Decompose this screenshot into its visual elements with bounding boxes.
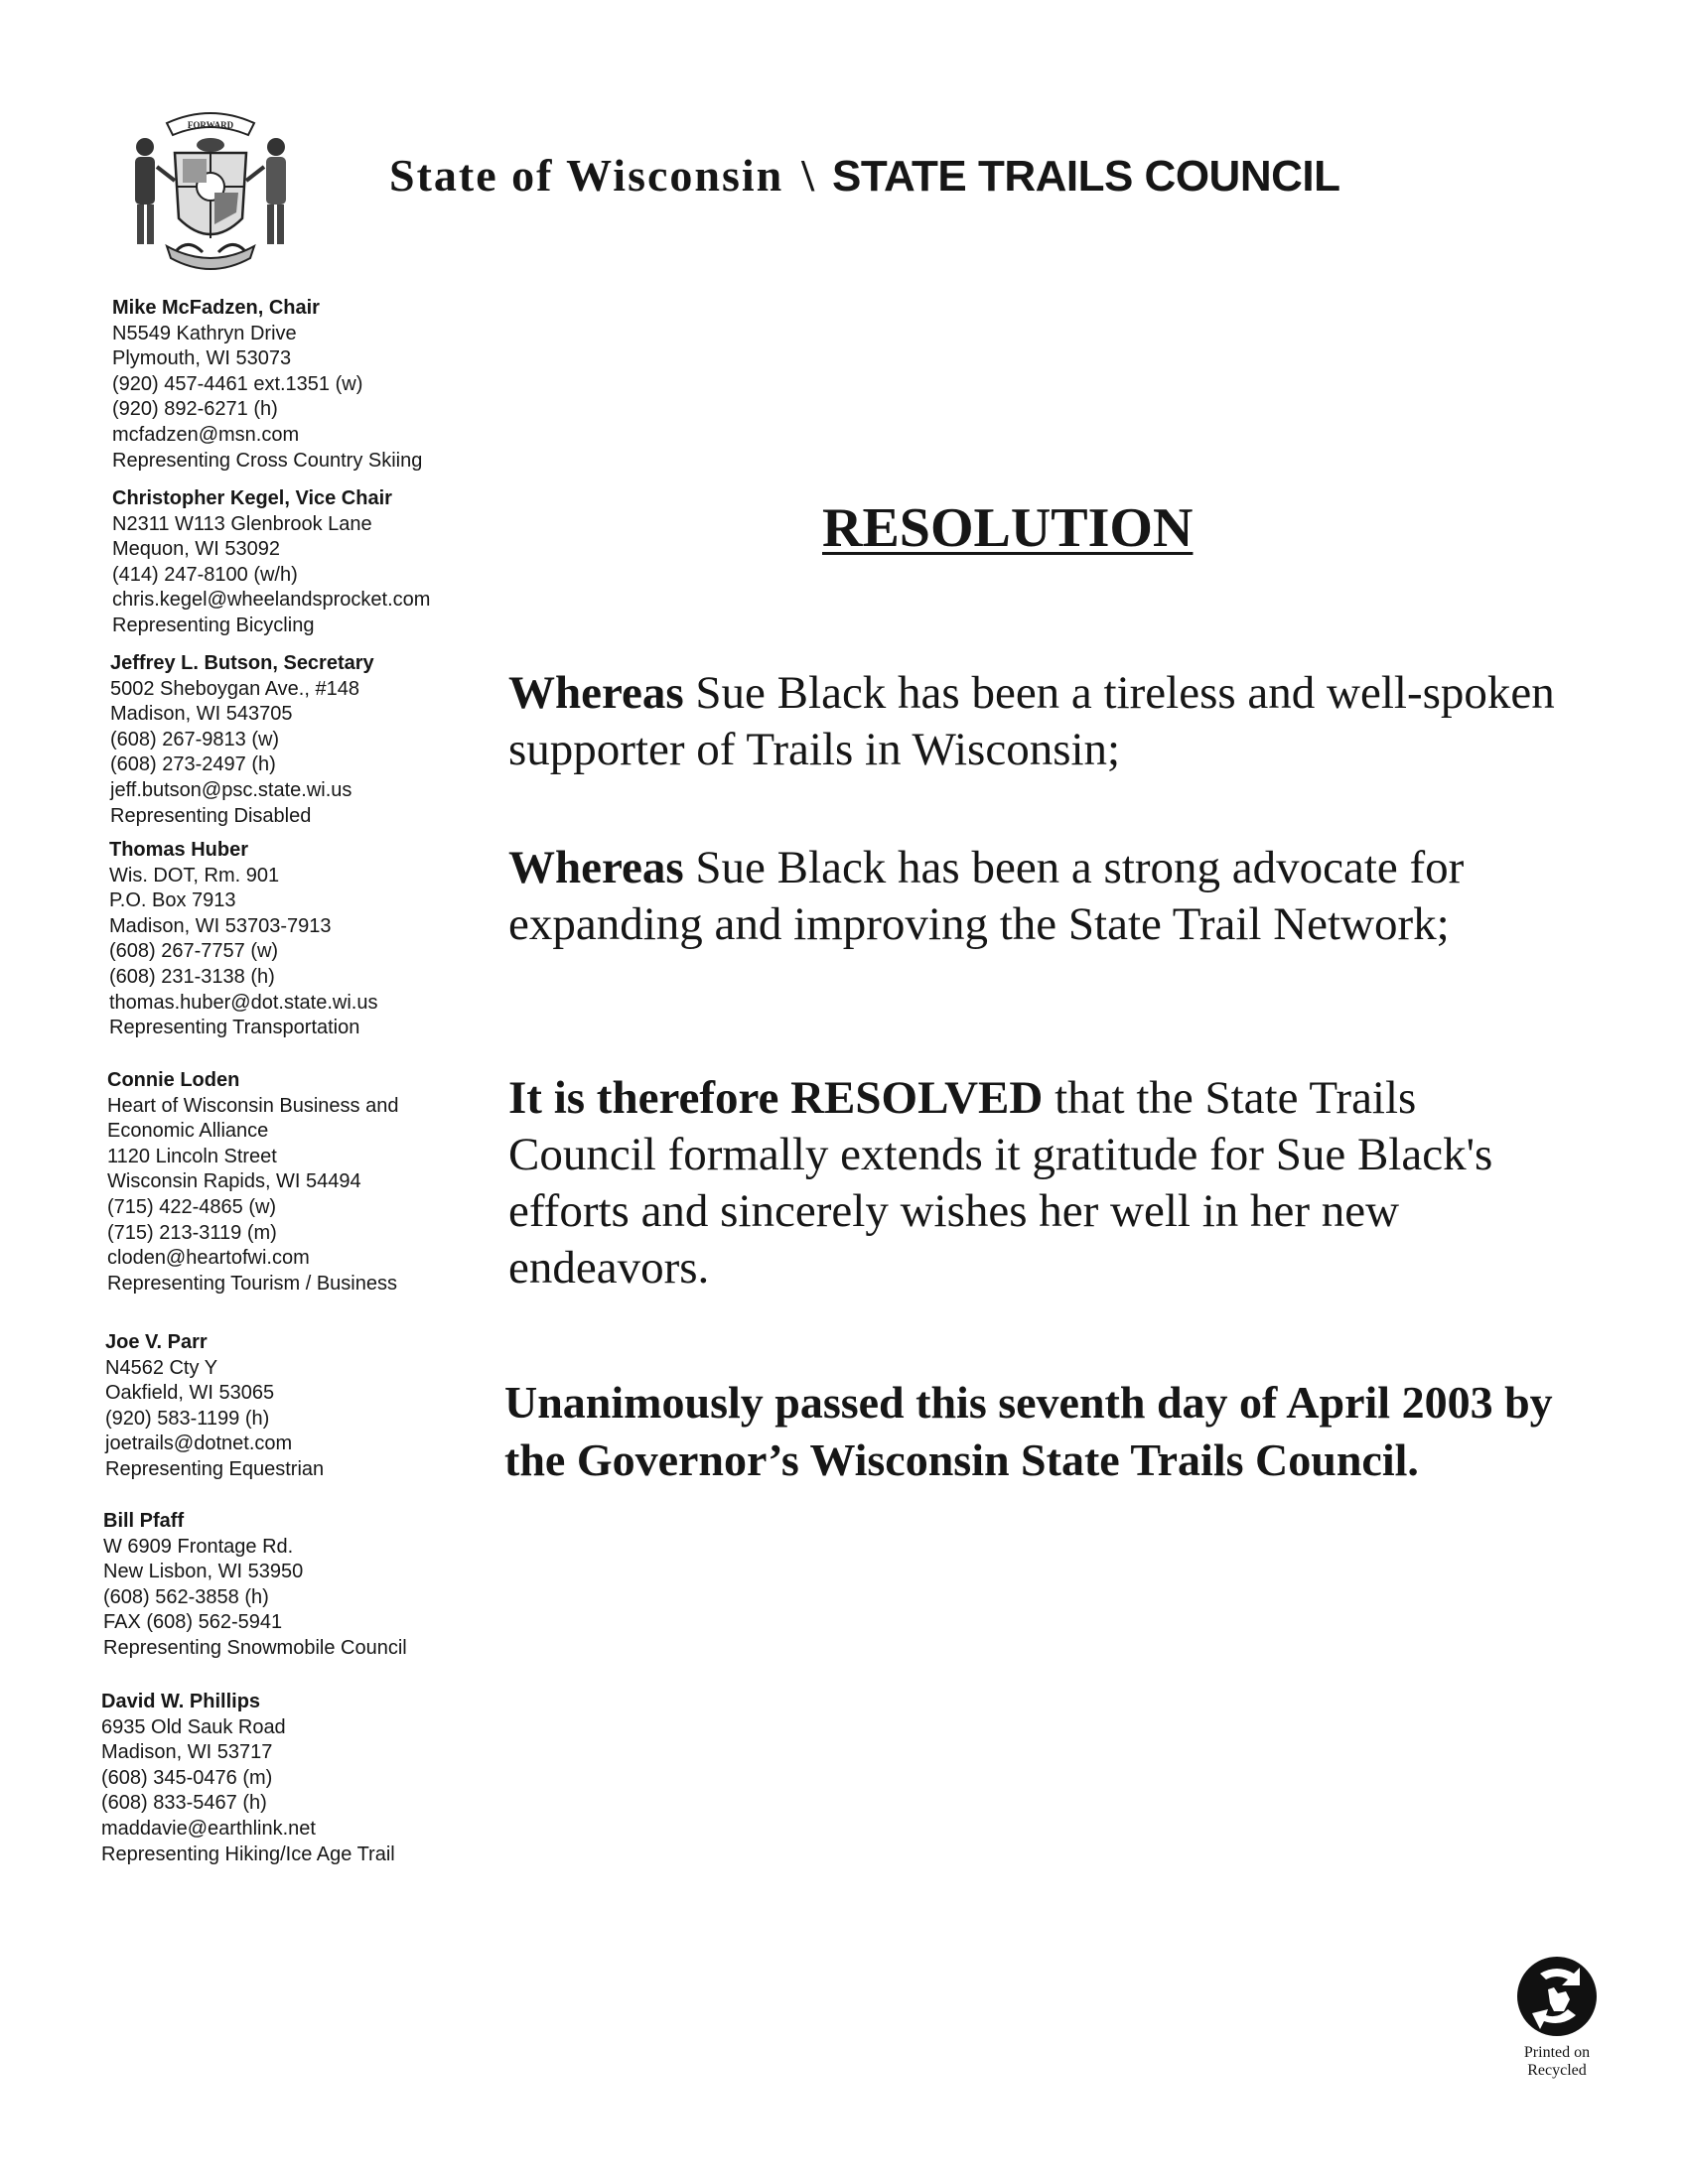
member-line: FAX (608) 562-5941 <box>103 1611 283 1634</box>
member-line: Economic Alliance <box>107 1120 269 1143</box>
member-name: Bill Pfaff <box>103 1510 185 1532</box>
member-email: jeff.butson@psc.state.wi.us <box>110 778 352 801</box>
member-block <box>101 1690 395 1867</box>
member-name: Jeffrey L. Butson, Secretary <box>110 652 374 674</box>
member-email: chris.kegel@wheelandsprocket.com <box>112 589 431 612</box>
member-email: cloden@heartofwi.com <box>107 1247 310 1270</box>
member-email: maddavie@earthlink.net <box>101 1817 316 1840</box>
member-line: Madison, WI 53703-7913 <box>109 914 332 937</box>
resolved-paragraph <box>508 1070 1561 1297</box>
member-line: (608) 267-7757 (w) <box>109 940 279 963</box>
member-line: 1120 Lincoln Street <box>107 1145 277 1167</box>
member-block <box>112 486 430 639</box>
member-line: Representing Disabled <box>110 804 312 827</box>
whereas-paragraph-1 <box>508 665 1561 778</box>
member-line: N4562 Cty Y <box>105 1356 218 1379</box>
member-line: (920) 583-1199 (h) <box>105 1407 270 1430</box>
member-email: joetrails@dotnet.com <box>105 1433 293 1455</box>
recycle-icon <box>1514 1954 1600 2039</box>
member-line: Representing Hiking/Ice Age Trail <box>101 1843 395 1865</box>
member-block <box>112 296 422 474</box>
member-name: Thomas Huber <box>109 839 249 861</box>
paragraph-text: Sue Black has been a tireless and well-spoken supporter of Trails in Wisconsin; <box>508 667 1555 775</box>
state-name: State of Wisconsin <box>389 150 784 201</box>
paragraph-lead: It is therefore RESOLVED <box>508 1072 1044 1124</box>
member-line: Madison, WI 53717 <box>101 1741 273 1764</box>
recycled-text-1: Printed on <box>1523 2044 1591 2061</box>
member-line: Representing Snowmobile Council <box>103 1636 407 1659</box>
member-name: Mike McFadzen, Chair <box>112 297 320 319</box>
member-line: (920) 457-4461 ext.1351 (w) <box>112 372 363 395</box>
resolution-title: RESOLUTION <box>822 497 1194 559</box>
member-line: Heart of Wisconsin Business and <box>107 1094 399 1117</box>
member-block <box>107 1068 398 1297</box>
member-line: Madison, WI 543705 <box>110 703 293 726</box>
member-name: Christopher Kegel, Vice Chair <box>112 487 392 509</box>
member-line: (715) 422-4865 (w) <box>107 1195 277 1218</box>
passage-statement: Unanimously passed this seventh day of April 2003 by the Governor’s Wisconsin State Trails Council. <box>504 1377 1553 1485</box>
member-line: Representing Cross Country Skiing <box>112 449 423 472</box>
member-block <box>105 1330 324 1483</box>
member-line: P.O. Box 7913 <box>109 889 236 912</box>
member-name: David W. Phillips <box>101 1691 261 1712</box>
member-line: (414) 247-8100 (w/h) <box>112 563 298 586</box>
member-block <box>109 838 377 1041</box>
member-line: N2311 W113 Glenbrook Lane <box>112 512 372 535</box>
member-line: 5002 Sheboygan Ave., #148 <box>110 677 359 700</box>
member-line: (608) 273-2497 (h) <box>110 753 276 776</box>
member-line: 6935 Old Sauk Road <box>101 1715 286 1738</box>
member-name: Joe V. Parr <box>105 1331 208 1353</box>
member-name: Connie Loden <box>107 1069 240 1091</box>
paragraph-text: that the State Trails Council formally extends it gratitude for Sue Black's efforts and sincerely wishes her well in her new endeavors. <box>508 1072 1493 1294</box>
member-line: Representing Bicycling <box>112 614 315 636</box>
member-line: Wisconsin Rapids, WI 54494 <box>107 1170 361 1193</box>
letterhead <box>389 149 1339 202</box>
paragraph-lead: Whereas <box>508 842 684 893</box>
member-line: (608) 833-5467 (h) <box>101 1792 267 1815</box>
member-email: thomas.huber@dot.state.wi.us <box>109 991 378 1014</box>
member-line: Representing Transportation <box>109 1017 360 1039</box>
member-line: Mequon, WI 53092 <box>112 538 280 561</box>
header-separator: \ <box>801 150 815 201</box>
state-seal <box>117 101 304 288</box>
member-line: (715) 213-3119 (m) <box>107 1221 277 1244</box>
member-line: (608) 562-3858 (h) <box>103 1585 269 1608</box>
paragraph-lead: Whereas <box>508 667 684 719</box>
member-line: Representing Tourism / Business <box>107 1272 397 1295</box>
member-line: (920) 892-6271 (h) <box>112 398 278 421</box>
recycled-text-2: Recycled <box>1527 2062 1587 2079</box>
member-email: mcfadzen@msn.com <box>112 423 300 446</box>
member-line: Plymouth, WI 53073 <box>112 347 292 370</box>
seal-motto: FORWARD <box>187 120 234 130</box>
member-line: Representing Equestrian <box>105 1457 325 1480</box>
whereas-paragraph-2 <box>508 840 1561 953</box>
paragraph-text: Sue Black has been a strong advocate for expanding and improving the State Trail Network; <box>508 842 1465 950</box>
member-line: Wis. DOT, Rm. 901 <box>109 864 280 887</box>
member-line: W 6909 Frontage Rd. <box>103 1535 294 1558</box>
member-line: New Lisbon, WI 53950 <box>103 1561 304 1583</box>
member-line: (608) 231-3138 (h) <box>109 965 275 988</box>
member-line: (608) 267-9813 (w) <box>110 728 280 751</box>
member-line: N5549 Kathryn Drive <box>112 322 297 344</box>
member-line: (608) 345-0476 (m) <box>101 1766 273 1789</box>
council-name: STATE TRAILS COUNCIL <box>832 152 1340 201</box>
recycled-logo <box>1499 1954 1615 2080</box>
member-line: Oakfield, WI 53065 <box>105 1382 275 1405</box>
member-block <box>103 1509 407 1662</box>
member-block <box>110 651 374 829</box>
